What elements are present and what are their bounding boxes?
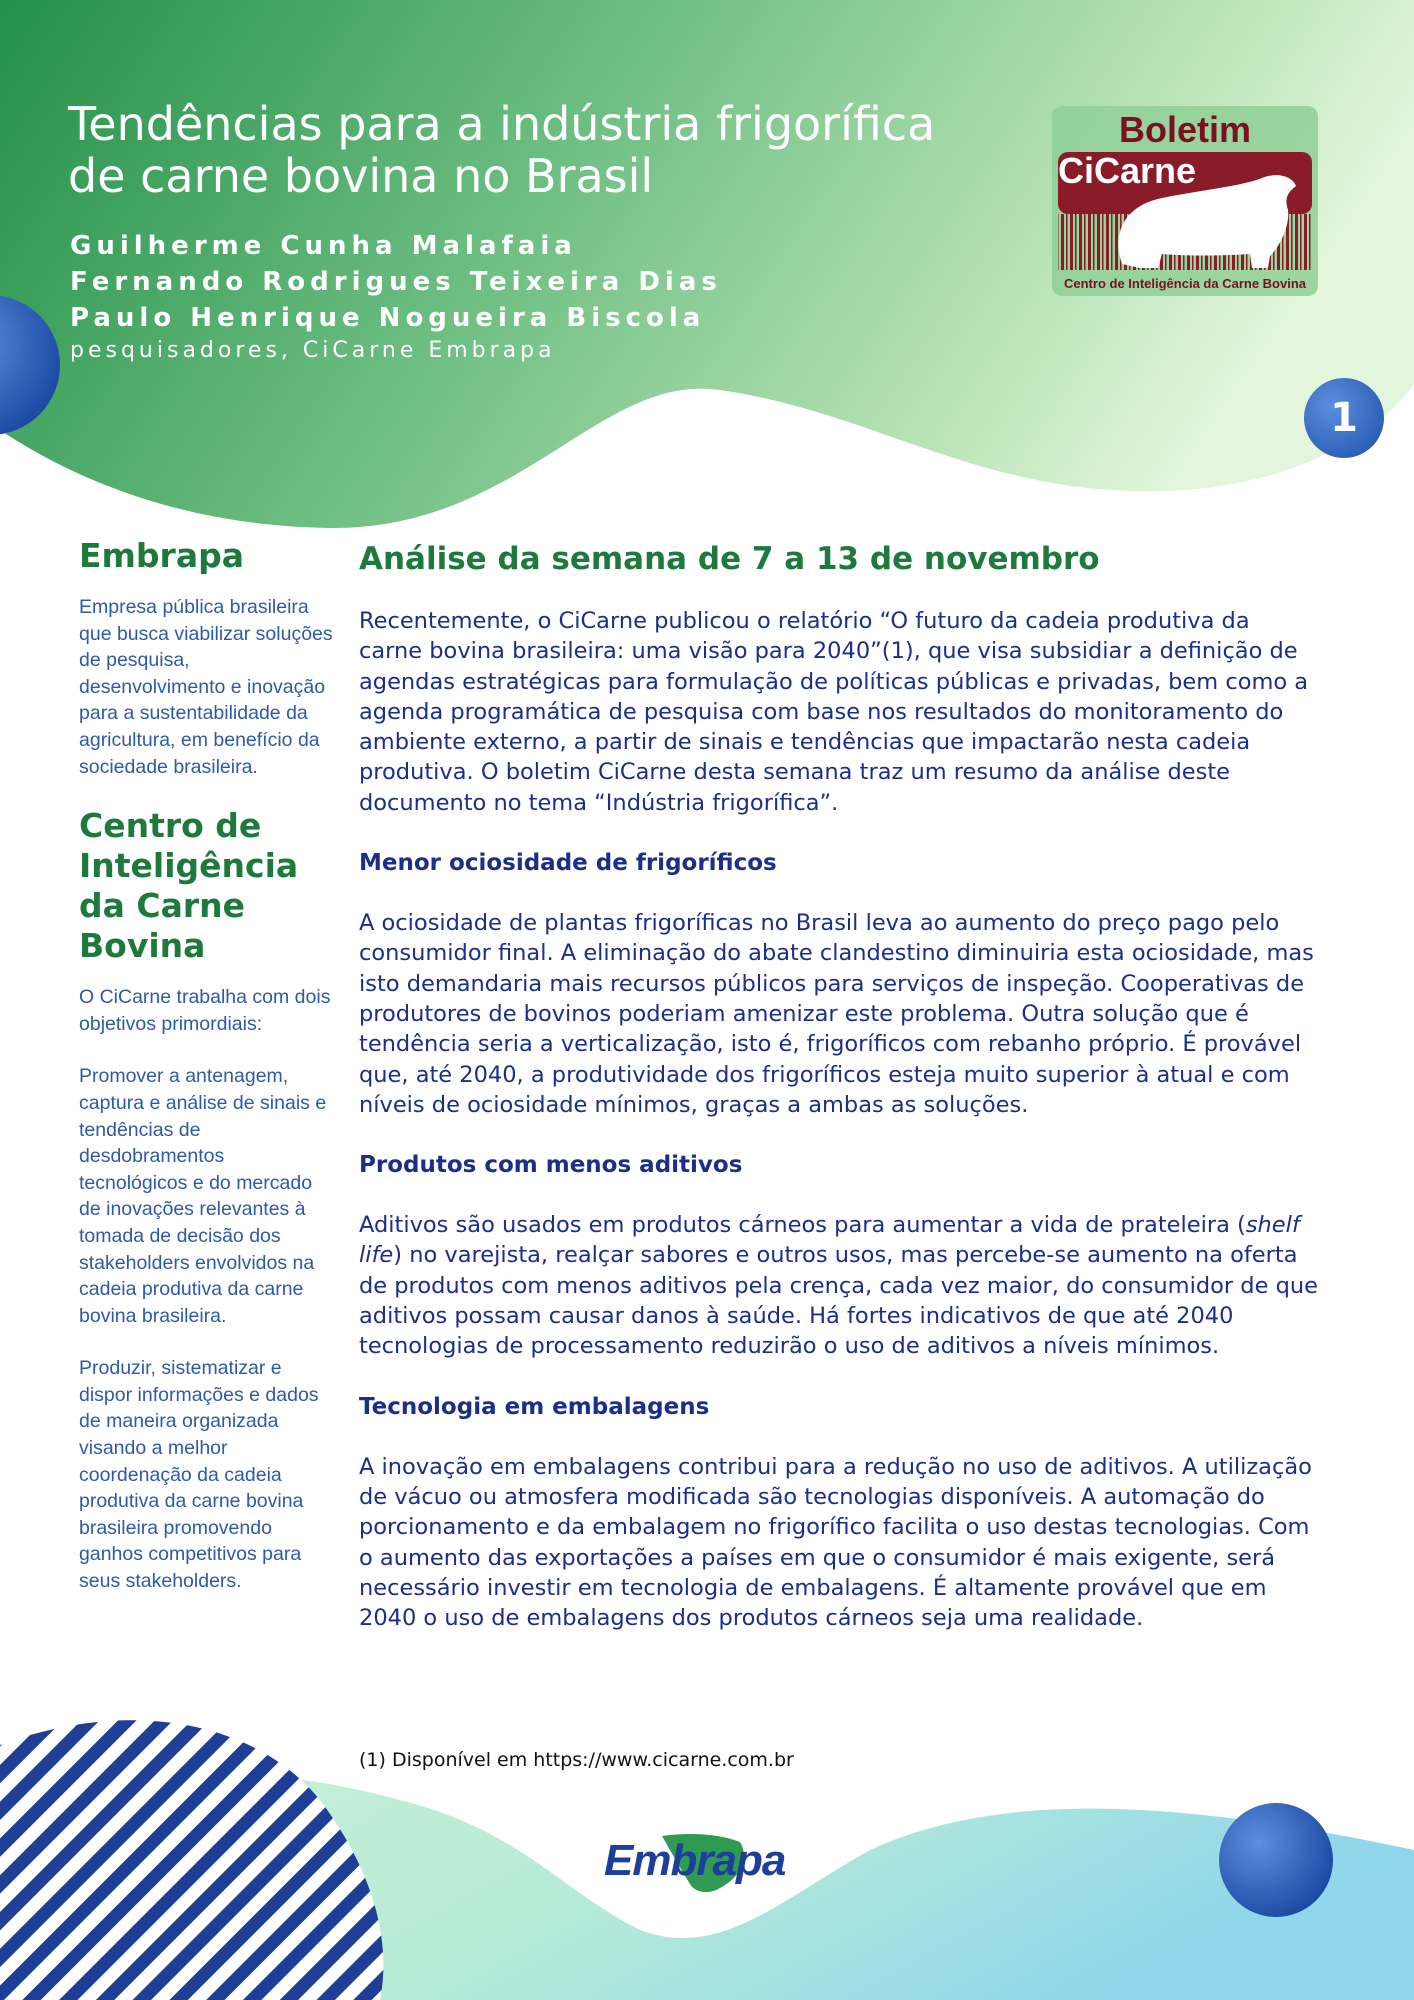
text-line: o aumento das exportações a países em que o consumidor é mais exigente, será bbox=[359, 1544, 1276, 1571]
text-line bbox=[359, 1210, 1329, 1240]
sidebar-embrapa-text: Empresa pública brasileira que busca viabilizar soluções de pesquisa, desenvolvimento e inovação para a sustentabilidade da agricultura, em benefício da sociedade brasileira. bbox=[79, 596, 333, 778]
sidebar-embrapa-title: Embrapa bbox=[79, 536, 244, 575]
text-line: ambiente externo, a partir de sinais e tendências que impactarão nesta cadeia bbox=[359, 729, 1251, 756]
main-article bbox=[359, 536, 1329, 1633]
text-line: que, até 2040, a produtividade dos frigoríficos esteja muito superior à atual e com bbox=[359, 1061, 1290, 1088]
text-line: tecnologias de processamento reduzirão o uso de aditivos a níveis mínimos. bbox=[359, 1333, 1220, 1360]
text-fragment: Aditivos são usados em produtos cárneos para aumentar a vida de prateleira ( bbox=[359, 1212, 1246, 1239]
text-line: A ociosidade de plantas frigoríficas no Brasil leva ao aumento do preço pago pelo bbox=[359, 910, 1280, 937]
footer-blue-circle bbox=[1219, 1803, 1333, 1917]
section-embalagens-paragraph bbox=[359, 1452, 1329, 1634]
text-line: tendência seria a verticalização, isto é, frigoríficos com rebanho próprio. É provável bbox=[359, 1031, 1302, 1058]
text-line: A inovação em embalagens contribui para a redução no uso de aditivos. A utilização bbox=[359, 1453, 1312, 1480]
text-line: de vácuo ou atmosfera modificada são tecnologias disponíveis. A automação do bbox=[359, 1483, 1265, 1510]
text-line: consumidor final. A eliminação do abate clandestino diminuiria esta ociosidade, mas bbox=[359, 940, 1314, 967]
text-line: Recentemente, o CiCarne publicou o relatório “O futuro da cadeia produtiva da bbox=[359, 608, 1250, 634]
italic-term: life bbox=[359, 1242, 394, 1269]
embrapa-wordmark: Embrapa bbox=[604, 1836, 786, 1885]
sidebar-center-title: Centro de Inteligência da Carne Bovina bbox=[79, 806, 299, 966]
text-line: carne bovina brasileira: uma visão para 2040”(1), que visa subsidiar a definição de bbox=[359, 638, 1298, 665]
text-line: aditivos possam causar danos à saúde. Há fortes indicativos de que até 2040 bbox=[359, 1303, 1234, 1330]
logo-subtitle: Centro de Inteligência da Carne Bovina bbox=[1064, 276, 1306, 291]
text-line: agenda programática de pesquisa com base nos resultados do monitoramento do bbox=[359, 698, 1284, 725]
text-line: porcionamento e da embalagem no frigorífico facilita o uso destas tecnologias. Com bbox=[359, 1514, 1310, 1541]
text-line bbox=[359, 1240, 1329, 1270]
author-name: Guilherme Cunha Malafaia bbox=[70, 231, 577, 261]
text-line: 2040 o uso de embalagens dos produtos cárneos seja uma realidade. bbox=[359, 1605, 1144, 1632]
text-line: produtores de bovinos poderiam amenizar este problema. Outra solução que é bbox=[359, 1000, 1249, 1027]
section-aditivos-paragraph bbox=[359, 1210, 1329, 1361]
author-name: Paulo Henrique Nogueira Biscola bbox=[70, 303, 706, 333]
page-number-badge: 1 bbox=[1304, 378, 1384, 458]
cicarne-logo bbox=[1052, 106, 1318, 296]
article-title: Análise da semana de 7 a 13 de novembro bbox=[359, 541, 1100, 577]
italic-term: shelf bbox=[1245, 1212, 1300, 1239]
text-line: níveis de ociosidade mínimos, graças a ambas as soluções. bbox=[359, 1091, 1029, 1118]
embrapa-logo bbox=[600, 1828, 790, 1898]
text-line: de produtos com menos aditivos pela crença, cada vez maior, do consumidor de que bbox=[359, 1272, 1318, 1299]
text-line: documento no tema “Indústria frigorífica”. bbox=[359, 789, 839, 816]
section-heading-ociosidade: Menor ociosidade de frigoríficos bbox=[359, 850, 777, 877]
text-line: agendas estratégicas para formulação de políticas públicas e privadas, bem como a bbox=[359, 668, 1309, 695]
intro-paragraph bbox=[359, 606, 1329, 818]
text-fragment: ) no varejista, realçar sabores e outros usos, mas percebe-se aumento na oferta bbox=[393, 1242, 1298, 1269]
sidebar bbox=[79, 536, 337, 1595]
title-line-1: Tendências para a indústria frigorífica bbox=[68, 97, 936, 151]
sidebar-objective-2: Produzir, sistematizar e dispor informações e dados de maneira organizada visando a melhor coordenação da cadeia produtiva da carne bovina brasileira promovendo ganhos competitivos para seus stakeholders. bbox=[79, 1357, 319, 1593]
sidebar-objective-1: Promover a antenagem, captura e análise de sinais e tendências de desdobramentos tecnológicos e do mercado de inovações relevantes à tomada de decisão dos stakeholders envolvidos na cadeia produtiva da carne bovina brasileira. bbox=[79, 1065, 327, 1327]
section-heading-aditivos: Produtos com menos aditivos bbox=[359, 1152, 743, 1179]
footnote: (1) Disponível em https://www.cicarne.com.br bbox=[359, 1749, 794, 1771]
sidebar-center-intro: O CiCarne trabalha com dois objetivos primordiais: bbox=[79, 986, 331, 1035]
section-heading-embalagens: Tecnologia em embalagens bbox=[359, 1393, 710, 1420]
text-line: isto demandaria mais recursos públicos para serviços de inspeção. Cooperativas de bbox=[359, 970, 1305, 997]
section-ociosidade-paragraph bbox=[359, 908, 1329, 1120]
bulletin-title bbox=[68, 98, 1008, 202]
logo-cicarne: CiCarne bbox=[1058, 150, 1197, 191]
author-block bbox=[70, 228, 722, 366]
logo-boletim: Boletim bbox=[1118, 109, 1251, 150]
author-role: pesquisadores, CiCarne Embrapa bbox=[70, 338, 556, 363]
text-line: necessário investir em tecnologia de embalagens. É altamente provável que em bbox=[359, 1574, 1267, 1601]
title-line-2: de carne bovina no Brasil bbox=[68, 149, 654, 203]
text-line: produtiva. O boletim CiCarne desta semana traz um resumo da análise deste bbox=[359, 759, 1230, 786]
author-name: Fernando Rodrigues Teixeira Dias bbox=[70, 267, 722, 297]
